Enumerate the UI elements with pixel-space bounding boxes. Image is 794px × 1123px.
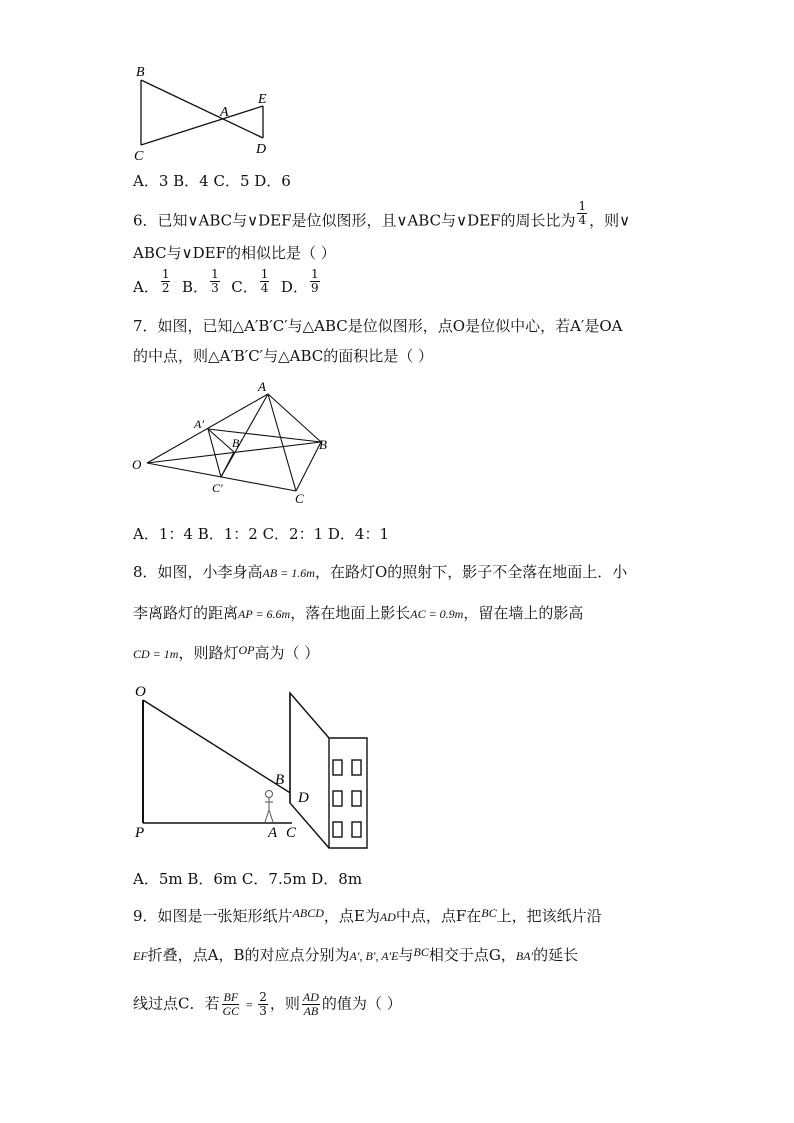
label-d: D	[256, 142, 267, 157]
label-c: C	[286, 825, 297, 841]
q5-figure	[125, 60, 285, 165]
q8-choices: A．5m B．6m C．7.5m D．8m	[133, 870, 363, 888]
label-b-prime: B′	[232, 436, 242, 450]
q8-line2: 李离路灯的距离AP = 6.6m，落在地面上影长AC = 0.9m，留在墙上的影高	[133, 604, 584, 622]
q9-abcd: ABCD	[292, 906, 324, 920]
q7-line1: 7．如图，已知△A′B′C′与△ABC是位似图形，点O是位似中心，若A′是OA	[133, 317, 623, 335]
q6-ratio-fraction: $\frac{1}{4}$	[578, 199, 587, 227]
q9-fraction-bf-gc: $\frac{BF}{GC}$	[222, 990, 240, 1018]
q7-choices: A．1：4 B．1：2 C．2：1 D．4：1	[133, 525, 390, 543]
q6-option-b[interactable]: B． $\frac{1}{3}$	[182, 267, 219, 296]
q6-line2: ABC与∨DEF的相似比是（ ）	[133, 244, 336, 262]
q8-figure	[125, 678, 385, 853]
label-c: C	[134, 149, 144, 164]
label-b: B	[275, 772, 285, 788]
person-figure	[265, 791, 273, 823]
q8-line1: 8．如图，小李身高AB = 1.6m，在路灯O的照射下，影子不全落在地面上．小	[133, 563, 628, 581]
label-d: D	[298, 790, 309, 806]
q6-option-d[interactable]: D． $\frac{1}{9}$	[280, 267, 319, 296]
q8-line3: CD = 1m，则路灯$^{OP}$高为（ ）	[133, 643, 320, 662]
label-e: E	[258, 92, 267, 107]
q6-option-c[interactable]: C． $\frac{1}{4}$	[231, 267, 269, 296]
q8-op-formula: OP	[238, 643, 255, 657]
q9-line1: 9．如图是一张矩形纸片$^{ABCD}$，点E为AD中点，点F在$^{BC}$上，把该纸片沿	[133, 906, 602, 925]
q8-ap-formula: AP = 6.6m	[238, 607, 291, 621]
label-b: B	[319, 437, 327, 452]
q9-fraction-2-3: $\frac{2}{3}$	[259, 990, 267, 1018]
label-p: P	[135, 825, 145, 841]
q9-fraction-ad-ab: $\frac{AD}{AB}$	[302, 990, 319, 1018]
label-o: O	[135, 684, 146, 700]
q9-line3: 线过点C．若 $\frac{BF}{GC}$ = $\frac{2}{3}$ ，则 $\frac{AD}{AB}$ 的值为（ ）	[133, 990, 402, 1018]
label-o: O	[132, 457, 142, 472]
q6-text: 6．已知∨ABC与∨DEF是位似图形，且∨ABC与∨DEF的周长比为	[133, 211, 576, 230]
q6-options	[133, 267, 322, 301]
q9-line2: EF折叠，点A，B的对应点分别为A′, B′, A′E与$^{BC}$相交于点G，BA′的延长	[133, 945, 579, 964]
q6-option-a[interactable]: A． $\frac{1}{2}$	[133, 267, 170, 296]
q8-ac-formula: AC = 0.9m	[410, 607, 464, 621]
q6-line1	[133, 199, 631, 235]
q8-ab-formula: AB = 1.6m	[262, 566, 315, 580]
label-a: A	[258, 379, 266, 394]
q7-figure	[125, 378, 345, 508]
label-a: A	[220, 105, 229, 120]
q7-line2: 的中点，则△A′B′C′与△ABC的面积比是（ ）	[133, 347, 434, 365]
label-a-prime: A′	[194, 417, 204, 431]
label-a: A	[268, 825, 278, 841]
q5-choices: A．3 B．4 C．5 D．6	[133, 172, 291, 190]
label-c: C	[295, 491, 304, 506]
q8-cd-formula: CD = 1m	[133, 647, 179, 661]
q6-text-post: ，则∨	[589, 211, 631, 230]
label-c-prime: C′	[212, 481, 223, 495]
label-b: B	[136, 65, 145, 80]
